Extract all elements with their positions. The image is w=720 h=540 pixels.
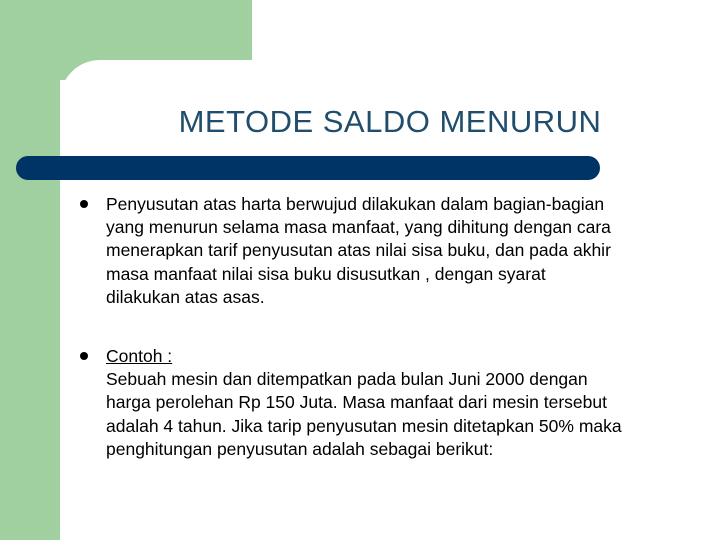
bullet-text: [106, 345, 700, 461]
text-line: adalah 4 tahun. Jika tarip penyusutan mesin ditetapkan 50% maka: [106, 415, 622, 436]
text-line: harga perolehan Rp 150 Juta. Masa manfaat dari mesin tersebut: [106, 392, 607, 413]
example-heading: Contoh :: [106, 346, 173, 366]
text-line: Penyusutan atas harta berwujud dilakukan dalam bagian-bagian: [106, 194, 605, 214]
text-line: penghitungan penyusutan adalah sebagai berikut:: [106, 438, 494, 459]
bullet-text: [106, 193, 700, 309]
bullet-dot-icon: [80, 352, 88, 360]
title-underline-bar: [16, 156, 600, 180]
slide-title: METODE SALDO MENURUN: [178, 104, 602, 139]
text-line: masa manfaat nilai sisa buku disusutkan , dengan syarat: [106, 263, 546, 284]
text-line: yang menurun selama masa manfaat, yang dihitung dengan cara: [106, 217, 611, 238]
bullet-dot-icon: [80, 200, 88, 208]
text-line: menerapkan tarif penyusutan atas nilai sisa buku, dan pada akhir: [106, 240, 611, 261]
decorative-green-strip-left: [0, 0, 60, 540]
text-line: Sebuah mesin dan ditempatkan pada bulan Juni 2000 dengan: [106, 369, 588, 390]
text-line: dilakukan atas asas.: [106, 286, 265, 307]
